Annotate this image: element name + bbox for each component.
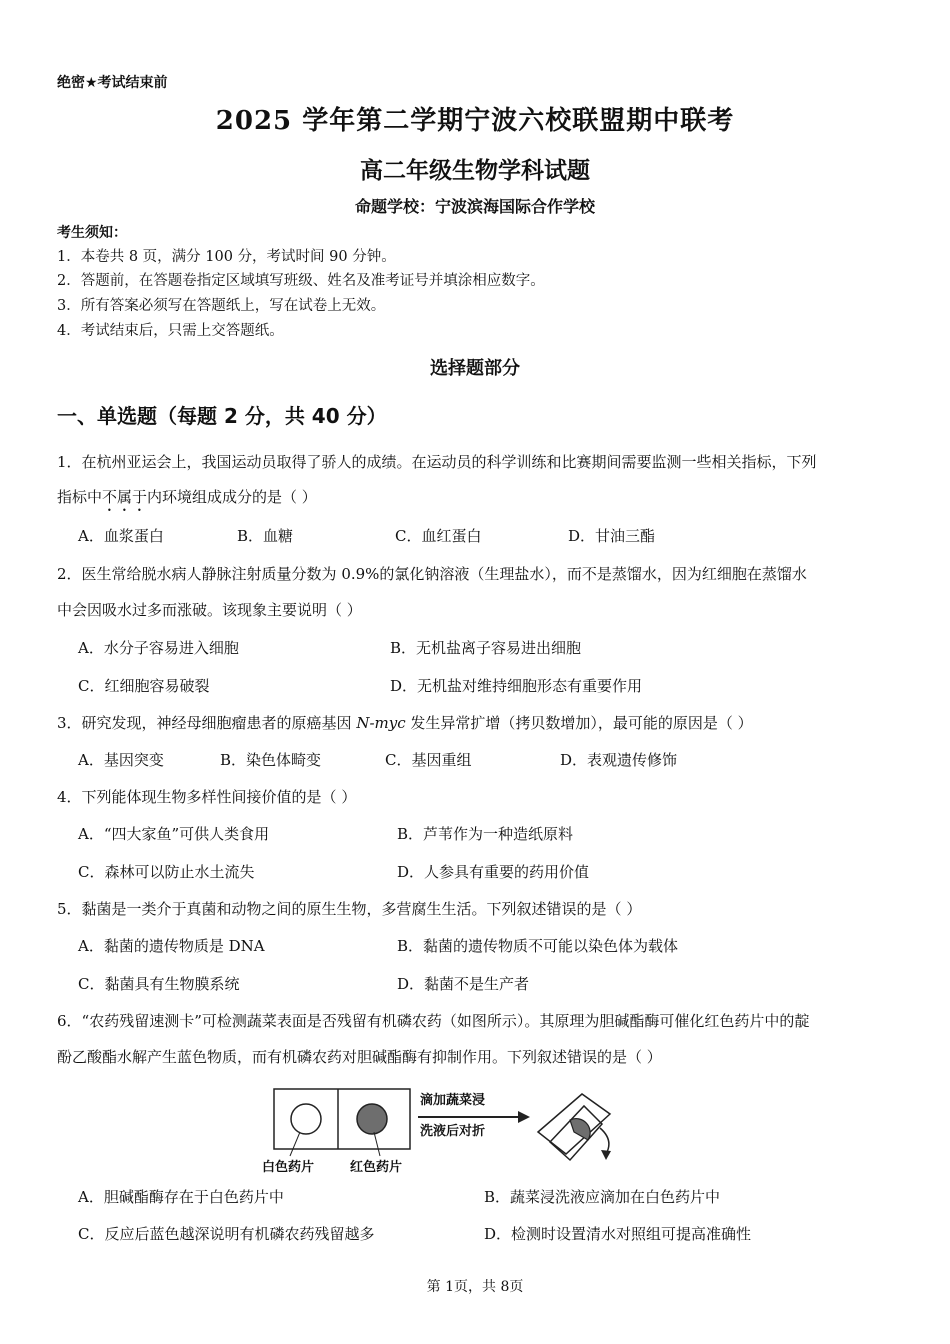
q1-option-b: B．血糖 — [237, 527, 294, 545]
exam-title: 2025 学年第二学期宁波六校联盟期中联考 — [215, 106, 735, 136]
note-item: 1．本卷共 8 页，满分 100 分，考试时间 90 分钟。 — [57, 249, 396, 265]
q2-option-c: C．红细胞容易破裂 — [78, 677, 210, 695]
process-arrow-head — [518, 1111, 530, 1123]
part-title: 一、单选题（每题 2 分，共 40 分） — [57, 404, 387, 428]
q4-option-a: A．“四大家鱼”可供人类食用 — [78, 825, 270, 843]
q5-option-b: B．黏菌的遗传物质不可能以染色体为载体 — [397, 937, 679, 955]
confidential-label: 绝密★考试结束前 — [57, 75, 168, 91]
q5-option-a: A．黏菌的遗传物质是 DNA — [78, 937, 265, 955]
q4-option-b: B．芦苇作为一种造纸原料 — [397, 825, 574, 843]
exam-subtitle: 高二年级生物学科试题 — [360, 157, 590, 184]
q3-text-pre: 3．研究发现，神经母细胞瘤患者的原癌基因 — [57, 714, 357, 732]
fold-arrow-head — [601, 1150, 611, 1160]
q6-option-d: D．检测时设置清水对照组可提高准确性 — [484, 1225, 752, 1243]
setting-school: 命题学校：宁波滨海国际合作学校 — [354, 197, 595, 216]
q4-option-d: D．人参具有重要的药用价值 — [397, 863, 590, 881]
q2-option-d: D．无机盐对维持细胞形态有重要作用 — [390, 677, 643, 695]
red-tablet-label: 红色药片 — [350, 1160, 403, 1175]
question-1-stem: 1．在杭州亚运会上，我国运动员取得了骄人的成绩。在运动员的科学训练和比赛期间需要监测一些相关指标，下列 — [57, 453, 817, 471]
q2-option-a: A．水分子容易进入细胞 — [78, 639, 239, 657]
red-tablet-icon — [357, 1104, 387, 1134]
q2-option-b: B．无机盐离子容易进出细胞 — [390, 639, 582, 657]
question-2-stem-line2: 中会因吸水过多而涨破。该现象主要说明（ ） — [57, 601, 362, 619]
notes-heading: 考生须知： — [57, 225, 127, 241]
q5-option-d: D．黏菌不是生产者 — [397, 975, 530, 993]
question-4-stem: 4．下列能体现生物多样性间接价值的是（ ） — [57, 788, 357, 806]
q3-gene-name: N-myc — [356, 714, 406, 732]
arrow-caption-1: 滴加蔬菜浸 — [420, 1093, 486, 1108]
q1-text-pre: 指标中 — [57, 488, 103, 506]
q1-text-post: 内环境组成成分的是（ ） — [147, 488, 317, 506]
q6-option-b: B．蔬菜浸洗液应滴加在白色药片中 — [484, 1188, 721, 1206]
q1-option-c: C．血红蛋白 — [395, 527, 482, 545]
section-title: 选择题部分 — [430, 358, 520, 379]
question-6-stem-line2: 酚乙酸酯水解产生蓝色物质，而有机磷农药对胆碱酯酶有抑制作用。下列叙述错误的是（ ） — [57, 1048, 662, 1066]
q1-option-d: D．甘油三酯 — [568, 527, 656, 545]
test-card-figure — [262, 1084, 630, 1180]
note-item: 4．考试结束后，只需上交答题纸。 — [57, 323, 284, 339]
white-tablet-icon — [291, 1104, 321, 1134]
q3-option-a: A．基因突变 — [78, 751, 164, 769]
q5-option-c: C．黏菌具有生物膜系统 — [78, 975, 240, 993]
note-item: 2．答题前，在答题卷指定区域填写班级、姓名及准考证号并填涂相应数字。 — [57, 273, 545, 289]
arrow-caption-2: 洗液后对折 — [420, 1124, 486, 1139]
q1-emphasis: 不属于 — [102, 488, 148, 506]
q6-option-c: C．反应后蓝色越深说明有机磷农药残留越多 — [78, 1225, 375, 1243]
question-3-stem — [57, 712, 753, 733]
q3-option-b: B．染色体畸变 — [220, 751, 322, 769]
q3-text-post: 发生异常扩增（拷贝数增加），最可能的原因是（ ） — [405, 714, 753, 732]
red-label-leader — [374, 1132, 380, 1156]
question-6-stem: 6．“农药残留速测卡”可检测蔬菜表面是否残留有机磷农药（如图所示）。其原理为胆碱酯酶可催化红色药片中的靛 — [57, 1012, 810, 1030]
white-tablet-label: 白色药片 — [262, 1160, 315, 1175]
page-footer: 第 1页，共 8页 — [426, 1279, 524, 1295]
q6-option-a: A．胆碱酯酶存在于白色药片中 — [78, 1188, 284, 1206]
question-5-stem: 5．黏菌是一类介于真菌和动物之间的原生生物，多营腐生生活。下列叙述错误的是（ ） — [57, 900, 642, 918]
white-label-leader — [290, 1132, 300, 1156]
question-1-stem-line2 — [57, 486, 317, 515]
q4-option-c: C．森林可以防止水土流失 — [78, 863, 255, 881]
question-2-stem: 2．医生常给脱水病人静脉注射质量分数为 0.9%的氯化钠溶液（生理盐水），而不是蒸馏水，因为红细胞在蒸馏水 — [57, 565, 807, 583]
q3-option-d: D．表观遗传修饰 — [560, 751, 678, 769]
q1-option-a: A．血浆蛋白 — [78, 527, 164, 545]
q3-option-c: C．基因重组 — [385, 751, 472, 769]
note-item: 3．所有答案必须写在答题纸上，写在试卷上无效。 — [57, 298, 386, 314]
